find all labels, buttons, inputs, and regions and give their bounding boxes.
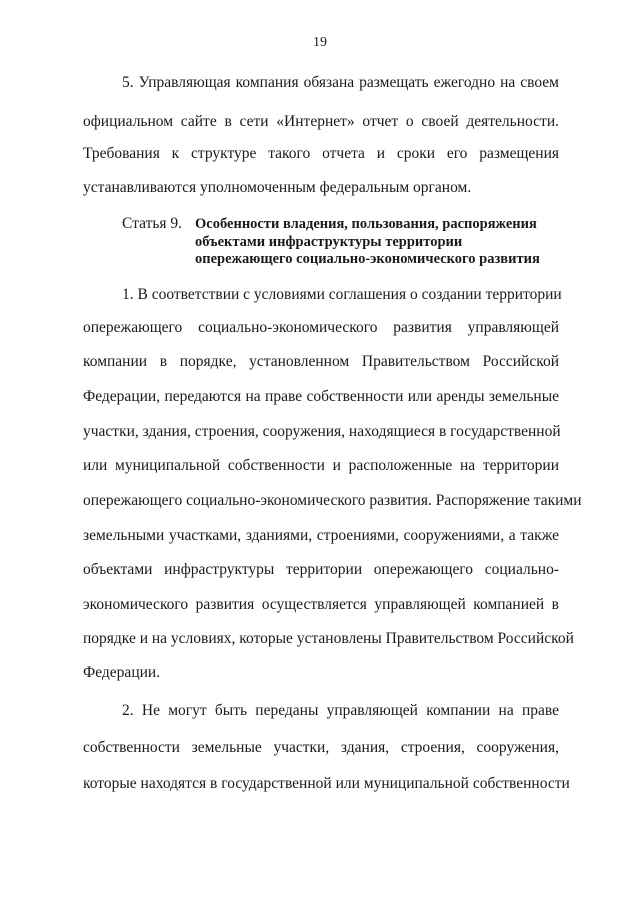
paragraph-line: участки, здания, строения, сооружения, находящиеся в государственной: [83, 423, 561, 440]
paragraph-line: Федерации, передаются на праве собственности или аренды земельные: [83, 388, 559, 405]
paragraph-line: 1. В соответствии с условиями соглашения о создании территории: [122, 286, 562, 303]
article-title-line: опережающего социально-экономического развития: [195, 251, 540, 267]
paragraph-line: устанавливаются уполномоченным федеральным органом.: [83, 179, 472, 196]
article-label: Статья 9.: [122, 215, 183, 232]
paragraph-line: Федерации.: [83, 664, 161, 681]
paragraph-line: компании в порядке, установленном Правительством Российской: [83, 353, 559, 370]
paragraph-line: собственности земельные участки, здания, строения, сооружения,: [83, 739, 559, 756]
paragraph-line: опережающего социально-экономического развития управляющей: [83, 319, 559, 336]
paragraph-line: объектами инфраструктуры территории опережающего социально-: [83, 561, 559, 578]
paragraph-line: официальном сайте в сети «Интернет» отчет о своей деятельности.: [83, 113, 559, 130]
paragraph-line: 2. Не могут быть переданы управляющей компании на праве: [122, 702, 559, 719]
paragraph-line: Требования к структуре такого отчета и сроки его размещения: [83, 145, 559, 162]
article-title-line: объектами инфраструктуры территории: [195, 234, 463, 250]
paragraph-line: порядке и на условиях, которые установлены Правительством Российской: [83, 630, 574, 647]
article-title-line: Особенности владения, пользования, распоряжения: [195, 216, 537, 232]
page-number: 19: [313, 35, 327, 50]
paragraph-line: 5. Управляющая компания обязана размещать ежегодно на своем: [122, 74, 559, 91]
paragraph-line: или муниципальной собственности и расположенные на территории: [83, 457, 559, 474]
paragraph-line: экономического развития осуществляется управляющей компанией в: [83, 596, 559, 613]
paragraph-line: опережающего социально-экономического развития. Распоряжение такими: [83, 492, 582, 509]
paragraph-line: земельными участками, зданиями, строениями, сооружениями, а также: [83, 527, 559, 544]
paragraph-line: которые находятся в государственной или муниципальной собственности: [83, 775, 570, 792]
